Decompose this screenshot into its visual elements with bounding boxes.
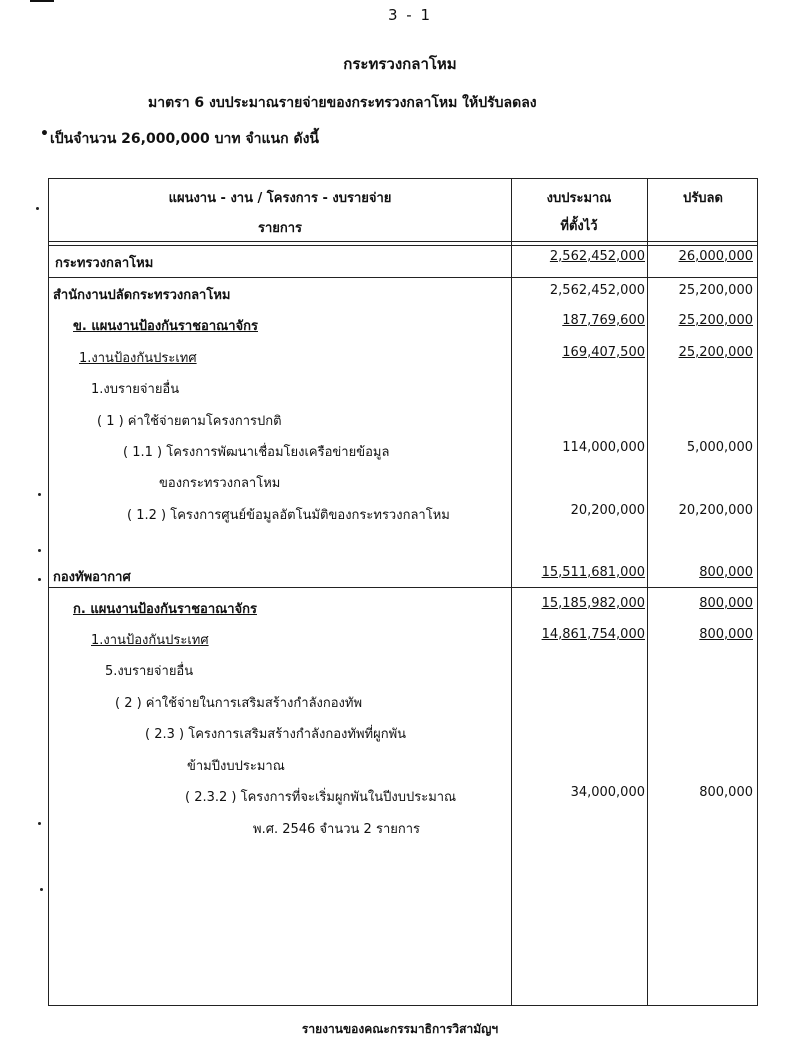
scan-dot <box>36 207 39 210</box>
row-cut: 800,000 <box>699 596 753 611</box>
row-label: 1.งบรายจ่ายอื่น <box>91 382 180 397</box>
row-label: ( 1 ) ค่าใช้จ่ายตามโครงการปกติ <box>97 414 282 429</box>
scan-dot <box>38 578 41 581</box>
row-label: ( 1.2 ) โครงการศูนย์ข้อมูลอัตโนมัติของกระทรวงกลาโหม <box>127 508 450 523</box>
row-label: 1.งานป้องกันประเทศ <box>91 633 209 648</box>
scan-dot <box>38 549 41 552</box>
header-item-line1: แผนงาน - งาน / โครงการ - งบรายจ่าย <box>168 191 392 206</box>
row-label: ข้ามปีงบประมาณ <box>187 759 285 774</box>
scan-dot <box>40 888 43 891</box>
row-label: พ.ศ. 2546 จำนวน 2 รายการ <box>253 822 421 837</box>
row-label: กองทัพอากาศ <box>53 570 131 585</box>
row-cut: 25,200,000 <box>678 313 753 328</box>
page-number: 3 - 1 <box>388 6 433 24</box>
row-budget: 114,000,000 <box>562 440 645 455</box>
bullet-mark: • <box>40 126 49 142</box>
row-budget: 187,769,600 <box>562 313 645 328</box>
row-label: ก. แผนงานป้องกันราชอาณาจักร <box>73 602 257 617</box>
row-label: ( 2.3.2 ) โครงการที่จะเริ่มผูกพันในปีงบประมาณ <box>185 790 457 805</box>
row-budget: 34,000,000 <box>570 785 645 800</box>
row-label: ( 2.3 ) โครงการเสริมสร้างกำลังกองทัพที่ผูกพัน <box>145 727 407 742</box>
scan-mark <box>30 0 54 2</box>
row-label: สำนักงานปลัดกระทรวงกลาโหม <box>53 288 231 303</box>
row-budget: 15,185,982,000 <box>541 596 645 611</box>
header-budget-line1: งบประมาณ <box>546 191 612 206</box>
row-cut: 800,000 <box>699 627 753 642</box>
row-label: ( 2 ) ค่าใช้จ่ายในการเสริมสร้างกำลังกองทัพ <box>115 696 363 711</box>
row-cut: 800,000 <box>699 785 753 800</box>
document-title: กระทรวงกลาโหม <box>343 55 457 73</box>
row-cut: 800,000 <box>699 565 753 580</box>
row-budget: 15,511,681,000 <box>541 565 645 580</box>
row-budget: 14,861,754,000 <box>541 627 645 642</box>
row-label: ของกระทรวงกลาโหม <box>159 476 281 491</box>
row-budget: 20,200,000 <box>570 503 645 518</box>
row-label: กระทรวงกลาโหม <box>55 256 154 271</box>
row-cut: 20,200,000 <box>678 503 753 518</box>
row-cut: 26,000,000 <box>678 249 753 264</box>
header-item-line2: รายการ <box>257 221 303 236</box>
row-label: ( 1.1 ) โครงการพัฒนาเชื่อมโยงเครือข่ายข้อมูล <box>123 445 390 460</box>
row-label: ข. แผนงานป้องกันราชอาณาจักร <box>73 319 258 334</box>
header-cut: ปรับลด <box>683 191 723 206</box>
section-heading: มาตรา 6 งบประมาณรายจ่ายของกระทรวงกลาโหม ให้ปรับลดลง <box>148 95 537 111</box>
scan-dot <box>38 493 41 496</box>
row-cut: 25,200,000 <box>678 345 753 360</box>
row-budget: 2,562,452,000 <box>549 283 645 298</box>
row-cut: 5,000,000 <box>686 440 753 455</box>
budget-table <box>48 178 758 1006</box>
row-budget: 2,562,452,000 <box>549 249 645 264</box>
header-budget-line2: ที่ตั้งไว้ <box>560 219 598 234</box>
total-amount-line: เป็นจำนวน 26,000,000 บาท จำแนก ดังนี้ <box>50 131 319 147</box>
row-cut: 25,200,000 <box>678 283 753 298</box>
row-label: 5.งบรายจ่ายอื่น <box>105 664 194 679</box>
row-label: 1.งานป้องกันประเทศ <box>79 351 197 366</box>
row-budget: 169,407,500 <box>562 345 645 360</box>
scan-dot <box>38 822 41 825</box>
footer-note: รายงานของคณะกรรมาธิการวิสามัญฯ <box>301 1022 499 1036</box>
